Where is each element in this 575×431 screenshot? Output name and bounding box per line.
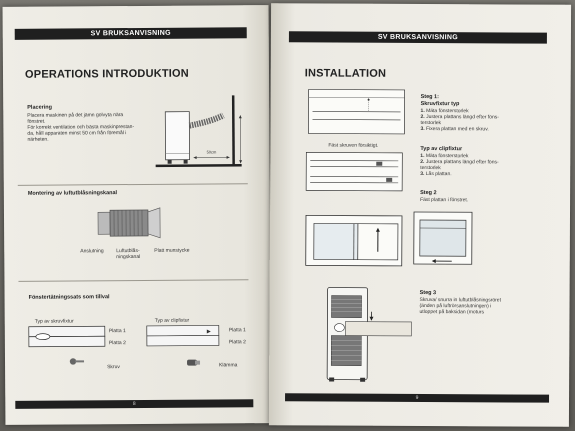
list-item: 2. Justera plattans längd efter föns- terstorlek [420,159,499,172]
left-footer-page-number: 8 [15,399,253,409]
steg2-heading: Steg 2 [420,190,437,197]
screw-icon [69,357,85,365]
right-header: SV BRUKSANVISNING [289,31,547,43]
steg3-text: Skruva/ snurra in luftutblåsningsröret (änden på luftrörsanslutningen) i utloppet på baksidan (moturs [419,296,502,316]
placement-illustration [153,93,246,176]
figure-caption: Fäst skruven försiktigt. [328,142,379,149]
distance-label: 50cm [206,149,217,155]
platta-1-label: Platta 1 [108,328,126,335]
steg1-heading: Steg 1: [420,94,439,101]
skruv-steps-list [420,108,510,132]
label-anslutning: Anslutning [80,248,104,255]
placering-text: Placera maskinen på det jämn golvyta nära fönstret. För korrekt ventilation och bästa maskinprestan- da, håll apparaten minst 50 cm från föremål i närheten. [27,112,135,143]
divider [18,279,248,282]
right-page [269,3,571,427]
clip-steps-list [420,153,510,177]
fonster-heading: Fönstertätningssats som tillval [28,294,110,301]
clip-fixture-figure [306,152,406,195]
skruv-fixture-heading: Skruvfixtur typ [420,101,460,108]
steg3-heading: Steg 3 [419,289,437,297]
right-page-title: INSTALLATION [304,67,387,80]
list-item: 2. Justera plattans längd efter föns- terstorlek [420,114,499,127]
clip-fixture-heading: Typ av clipfixtur [420,146,463,153]
left-page-title: OPERATIONS INTRODUKTION [24,67,189,81]
list-item: 3. Fixera plattan med en skruv. [420,126,489,133]
left-header: SV BRUKSANVISNING [15,27,247,40]
steg2-text: Fäst plattan i fönstret. [420,197,469,204]
clip-platta-2-label: Platta 2 [228,339,246,346]
label-luftutblasningskanal: Luftutblås- ningskanal [116,247,141,261]
list-item: 3. Lås plattan. [420,171,452,178]
label-platt-munstycke: Platt munstycke [154,247,190,254]
right-footer-page-number: 9 [285,393,549,402]
klamma-label: Klämma [219,362,238,369]
divider [18,183,248,186]
clamp-icon [187,359,201,367]
placering-heading: Placering [27,104,53,111]
list-item: 1. Mäta fönsterstorlek [420,153,469,160]
clip-type-label: Typ av clipfixtur [154,317,190,324]
list-item: 1. Mäta fönsterstorlek [420,108,469,115]
skruv-label: Skruv [107,364,120,371]
left-page [3,5,272,425]
clip-platta-1-label: Platta 1 [228,327,246,334]
skruv-type-label: Typ av skruvfixtur [34,318,74,325]
window-install-figure [306,211,476,268]
screw-plate-illustration [29,324,109,351]
clip-plate-illustration [147,323,227,350]
montering-heading: Montering av luftutblåsningskanal [27,190,118,197]
platta-2-label: Platta 2 [108,340,126,347]
ac-unit-figure [327,286,418,382]
screw-fixture-figure [308,89,408,142]
exhaust-hose-illustration [98,206,170,241]
